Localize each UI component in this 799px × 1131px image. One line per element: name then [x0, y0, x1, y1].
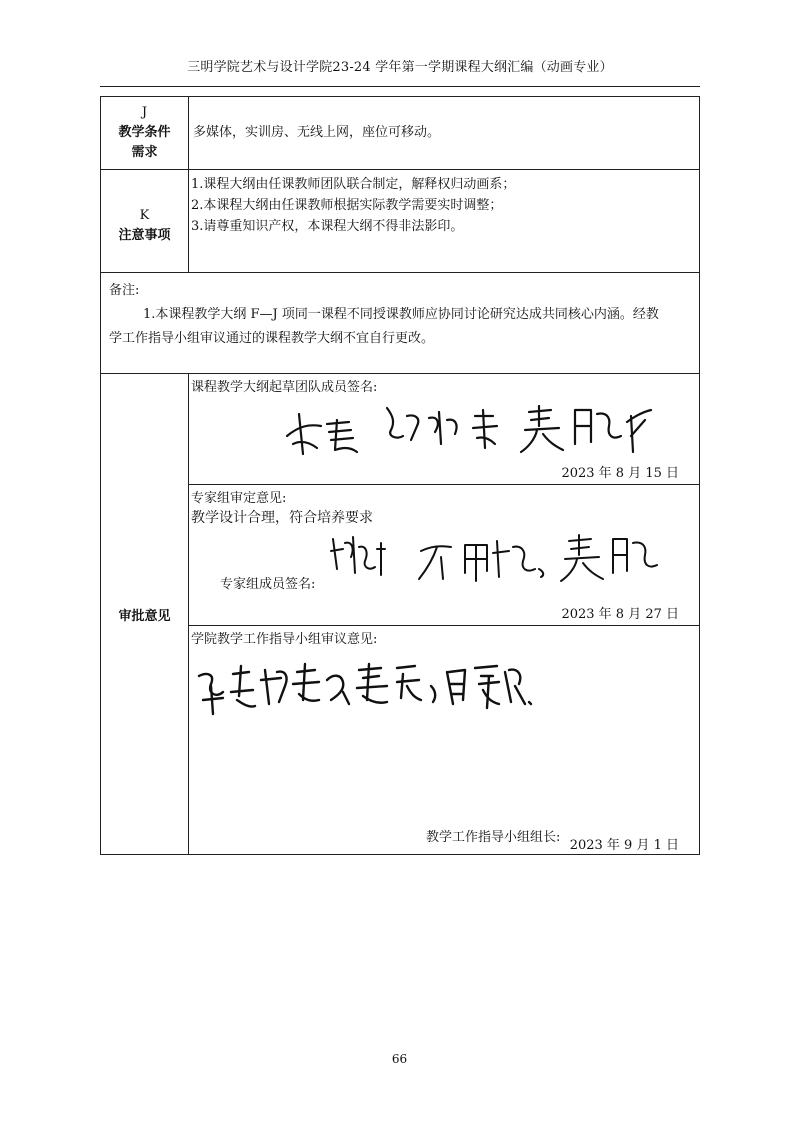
approval-label: 审批意见 — [101, 374, 189, 855]
label-attention — [101, 170, 189, 273]
remarks-line1: 1.本课程教学大纲 F—J 项同一课程不同授课教师应协同讨论研究达成共同核心内涵。经教 — [143, 307, 659, 322]
college-leader-label: 教学工作指导小组组长: — [426, 830, 561, 845]
teaching-conditions-text: 多媒体，实训房、无线上网，座位可移动。 — [193, 125, 441, 140]
expert-cell — [189, 485, 700, 626]
page-header: 三明学院艺术与设计学院23-24 学年第一学期课程大纲汇编（动画专业） — [187, 60, 613, 75]
row-approval-drafting — [101, 374, 700, 485]
remarks-title: 备注: — [109, 283, 140, 298]
expert-signatures-image — [329, 529, 669, 585]
expert-opinion: 教学设计合理，符合培养要求 — [191, 510, 373, 526]
row-teaching-conditions — [101, 97, 700, 170]
college-title: 学院教学工作指导小组审议意见: — [191, 632, 378, 647]
label-teaching-conditions — [101, 97, 189, 170]
row-code-k: K — [139, 208, 150, 223]
drafting-date: 2023 年 8 月 15 日 — [561, 466, 679, 481]
syllabus-table — [100, 96, 700, 855]
drafting-signatures-image — [279, 396, 659, 460]
remarks-cell — [101, 273, 700, 374]
label-line2: 需求 — [131, 145, 158, 160]
header-rule — [100, 86, 700, 87]
row-approval-college — [101, 626, 700, 855]
label-attention-text: 注意事项 — [118, 228, 171, 243]
college-cell — [189, 626, 700, 855]
college-date: 2023 年 9 月 1 日 — [569, 838, 679, 853]
expert-title: 专家组审定意见: — [191, 491, 287, 506]
drafting-cell — [189, 374, 700, 485]
teaching-conditions-content — [189, 97, 700, 170]
college-handwritten-opinion-image — [193, 656, 533, 720]
row-notes-attention — [101, 170, 700, 273]
remarks-line2: 学工作指导小组审议通过的课程教学大纲不宜自行更改。 — [109, 331, 435, 346]
label-line1: 教学条件 — [118, 125, 171, 140]
row-code-j: J — [141, 105, 148, 120]
page-number: 66 — [391, 1052, 408, 1066]
row-approval-expert — [101, 485, 700, 626]
expert-members-label: 专家组成员签名: — [220, 577, 316, 592]
row-remarks — [101, 273, 700, 374]
drafting-title: 课程教学大纲起草团队成员签名: — [191, 380, 378, 395]
attention-item: 2.本课程大纲由任课教师根据实际教学需要实时调整； — [191, 198, 503, 213]
expert-date: 2023 年 8 月 27 日 — [561, 607, 679, 622]
attention-item: 1.课程大纲由任课教师团队联合制定，解释权归动画系； — [191, 177, 516, 192]
attention-content — [189, 170, 700, 273]
attention-item: 3.请尊重知识产权，本课程大纲不得非法影印。 — [191, 219, 464, 234]
